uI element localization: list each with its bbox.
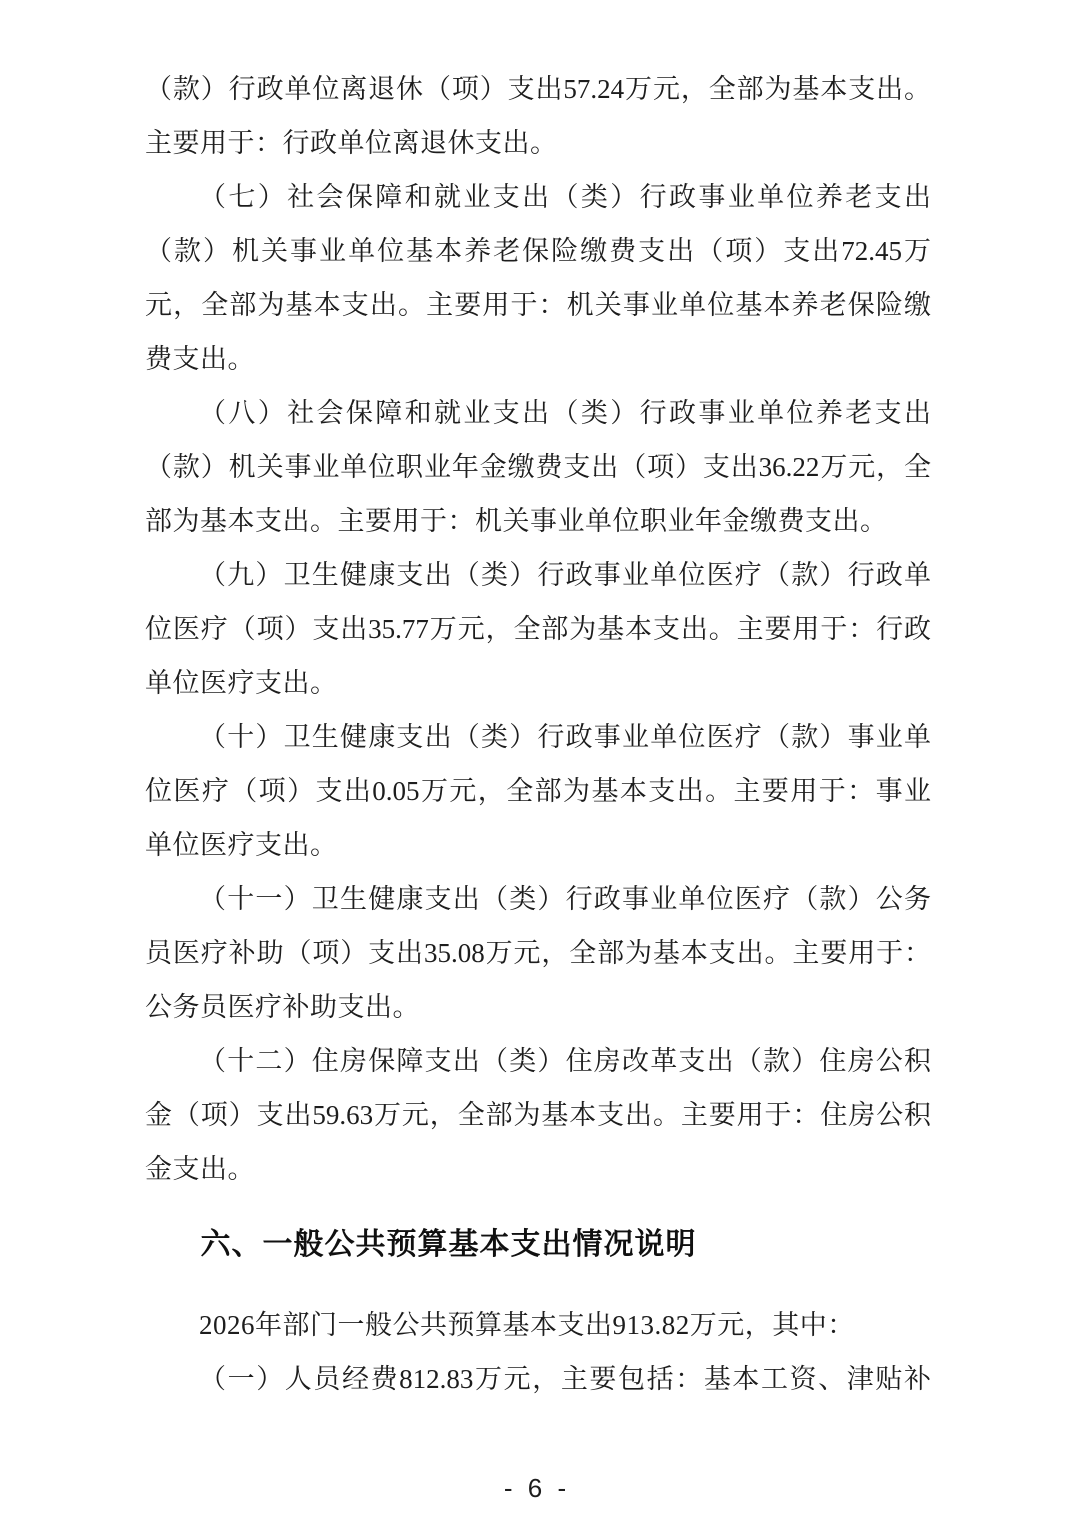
body-text-line: 单位医疗支出。: [145, 668, 338, 698]
body-text-line: 员医疗补助（项）支出35.08万元，全部为基本支出。主要用于：: [145, 938, 931, 968]
body-text-line: （十）卫生健康支出（类）行政事业单位医疗（款）事业单: [199, 722, 931, 752]
body-text-line: 公务员医疗补助支出。: [145, 992, 420, 1022]
page-number: - 6 -: [503, 1473, 571, 1503]
body-text-line: 2026年部门一般公共预算基本支出913.82万元，其中：: [199, 1310, 855, 1340]
body-text-line: （款）机关事业单位职业年金缴费支出（项）支出36.22万元，全: [145, 452, 931, 482]
section-heading: 六、一般公共预算基本支出情况说明: [200, 1228, 697, 1261]
body-text-line: （款）机关事业单位基本养老保险缴费支出（项）支出72.45万: [145, 236, 931, 266]
body-text-line: 位医疗（项）支出35.77万元，全部为基本支出。主要用于：行政: [145, 614, 931, 644]
body-text-line: 费支出。: [145, 344, 255, 374]
body-text-line: 单位医疗支出。: [145, 830, 338, 860]
body-text-line: 元，全部为基本支出。主要用于：机关事业单位基本养老保险缴: [145, 290, 931, 320]
body-text-line: （七）社会保障和就业支出（类）行政事业单位养老支出: [199, 182, 931, 212]
body-text-line: 主要用于：行政单位离退休支出。: [145, 128, 558, 158]
body-text-line: 金（项）支出59.63万元，全部为基本支出。主要用于：住房公积: [145, 1100, 931, 1130]
body-text-line: （款）行政单位离退休（项）支出57.24万元，全部为基本支出。: [145, 74, 931, 104]
body-text-line: 金支出。: [145, 1154, 255, 1184]
body-text-line: （八）社会保障和就业支出（类）行政事业单位养老支出: [199, 398, 931, 428]
body-text-line: 部为基本支出。主要用于：机关事业单位职业年金缴费支出。: [145, 506, 888, 536]
body-text-line: （九）卫生健康支出（类）行政事业单位医疗（款）行政单: [199, 560, 931, 590]
body-text-line: （十一）卫生健康支出（类）行政事业单位医疗（款）公务: [199, 884, 931, 914]
body-text-line: 位医疗（项）支出0.05万元，全部为基本支出。主要用于：事业: [145, 776, 931, 806]
document-body: [145, 62, 931, 1406]
body-text-line: （一）人员经费812.83万元，主要包括：基本工资、津贴补: [199, 1364, 931, 1394]
body-text-line: （十二）住房保障支出（类）住房改革支出（款）住房公积: [199, 1046, 931, 1076]
